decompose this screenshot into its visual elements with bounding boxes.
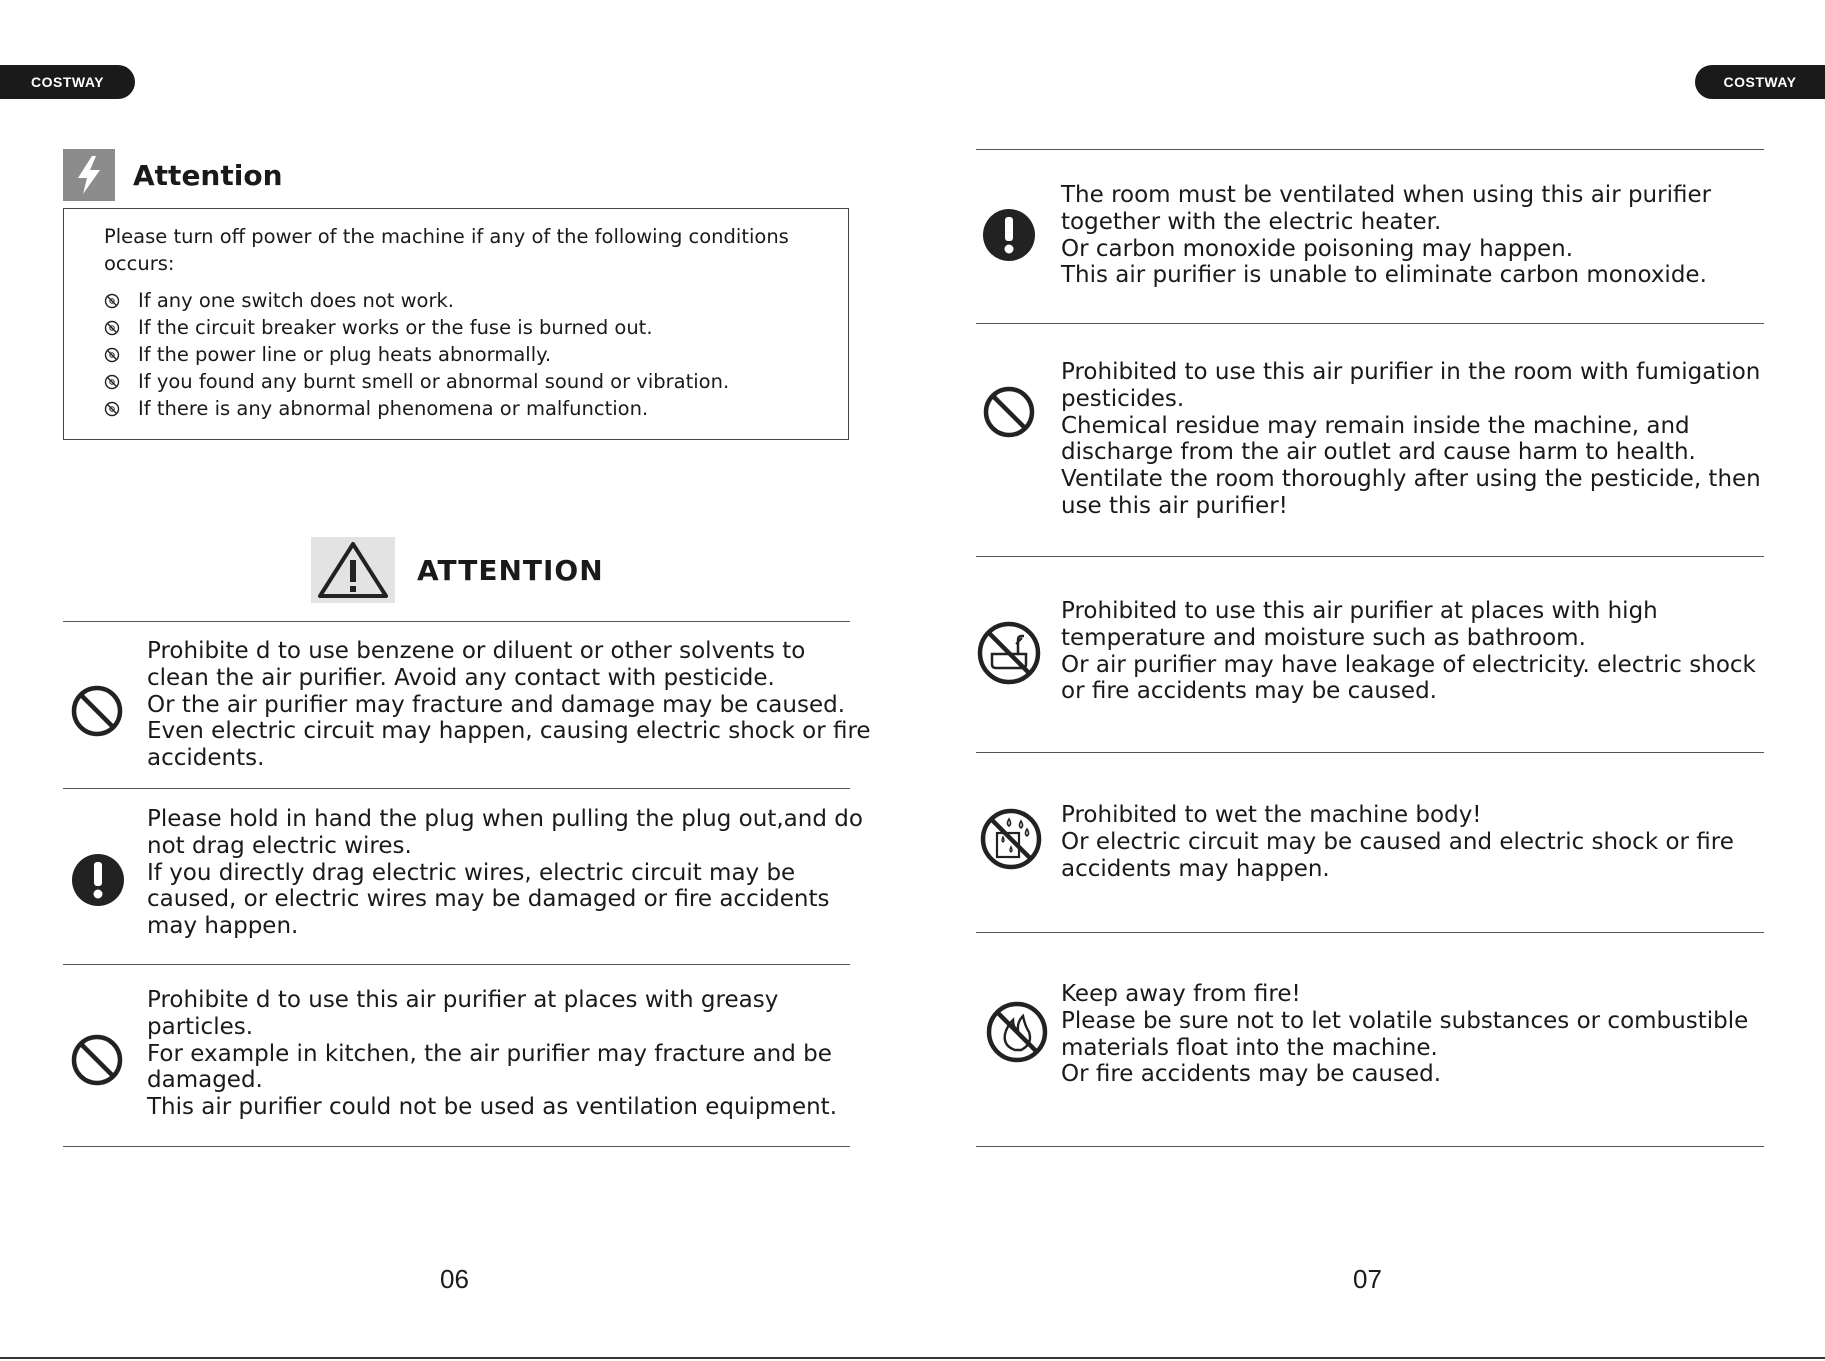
list-item (104, 287, 818, 314)
list-item (104, 368, 818, 395)
condition-text: If the circuit breaker works or the fuse is burned out. (138, 316, 653, 339)
conditions-list (104, 287, 818, 422)
divider (63, 621, 850, 622)
no-water-icon (979, 807, 1043, 875)
warning-text: Prohibite d to use benzene or diluent or other solvents to clean the air purifier. Avoid any contact with pesticide. Or the air purifier may fracture and damage may be caused. Even electric circuit may happen, causing electric shock or fire accidents. (147, 638, 871, 772)
right-page (912, 0, 1825, 1361)
attention-header (63, 149, 283, 201)
no-fire-icon (985, 1000, 1049, 1068)
warning-text: Prohibited to use this air purifier in the room with fumigation pesticides. Chemical residue may remain inside the machine, and discharge from the air outlet ard cause harm to health. Ventilate the room thoroughly after using the pesticide, then use this air purifier! (1061, 359, 1761, 519)
no-bathroom-icon (976, 620, 1042, 690)
attention-title: Attention (133, 158, 283, 192)
divider (976, 1146, 1764, 1147)
page-number: 07 (1353, 1264, 1382, 1294)
power-off-bullet-icon (104, 374, 120, 390)
divider (976, 149, 1764, 150)
page-number: 06 (440, 1264, 469, 1294)
list-item (104, 341, 818, 368)
power-off-bullet-icon (104, 293, 120, 309)
condition-text: If you found any burnt smell or abnormal sound or vibration. (138, 370, 730, 393)
list-item (104, 314, 818, 341)
divider (976, 556, 1764, 557)
warning-text: Prohibite d to use this air purifier at places with greasy particles. For example in kitchen, the air purifier may fracture and be damaged. This air purifier could not be used as ventilation equipment. (147, 987, 838, 1121)
list-item (104, 395, 818, 422)
brand-logo: COSTWAY (0, 65, 135, 99)
divider (63, 964, 850, 965)
warning-text: Please hold in hand the plug when pulling the plug out,and do not drag electric wires. If you directly drag electric wires, electric circuit may be caused, or electric wires may be damaged or fire accidents may happen. (147, 806, 863, 940)
power-off-bullet-icon (104, 401, 120, 417)
warning-text: Prohibited to wet the machine body! Or electric circuit may be caused and electric shock or fire accidents may happen. (1061, 802, 1734, 882)
exclamation-icon (982, 208, 1036, 266)
brand-logo: COSTWAY (1695, 65, 1825, 99)
conditions-intro: Please turn off power of the machine if any of the following conditions occurs: (104, 225, 789, 275)
warning-triangle-icon (311, 537, 395, 603)
prohibited-icon (70, 684, 124, 742)
attention-heading (311, 537, 604, 603)
warning-text: The room must be ventilated when using this air purifier together with the electric heater. Or carbon monoxide poisoning may happen. This air purifier is unable to eliminate carbon monoxide. (1061, 182, 1712, 289)
exclamation-icon (71, 853, 125, 911)
divider (976, 932, 1764, 933)
bottom-rule (0, 1357, 1825, 1359)
condition-text: If any one switch does not work. (138, 289, 454, 312)
prohibited-icon (70, 1033, 124, 1091)
divider (976, 323, 1764, 324)
divider (63, 1146, 850, 1147)
divider (976, 752, 1764, 753)
warning-text: Keep away from fire! Please be sure not to let volatile substances or combustible materials float into the machine. Or fire accidents may be caused. (1061, 981, 1749, 1088)
prohibited-icon (982, 385, 1036, 443)
conditions-box (63, 208, 849, 440)
attention-heading-title: ATTENTION (417, 553, 604, 587)
divider (63, 788, 850, 789)
condition-text: If the power line or plug heats abnormally. (138, 343, 552, 366)
lightning-icon (63, 149, 115, 201)
condition-text: If there is any abnormal phenomena or malfunction. (138, 397, 649, 420)
left-page (0, 0, 912, 1361)
power-off-bullet-icon (104, 320, 120, 336)
warning-text: Prohibited to use this air purifier at places with high temperature and moisture such as bathroom. Or air purifier may have leakage of electricity. electric shock or fire accidents may be caused. (1061, 598, 1756, 705)
power-off-bullet-icon (104, 347, 120, 363)
